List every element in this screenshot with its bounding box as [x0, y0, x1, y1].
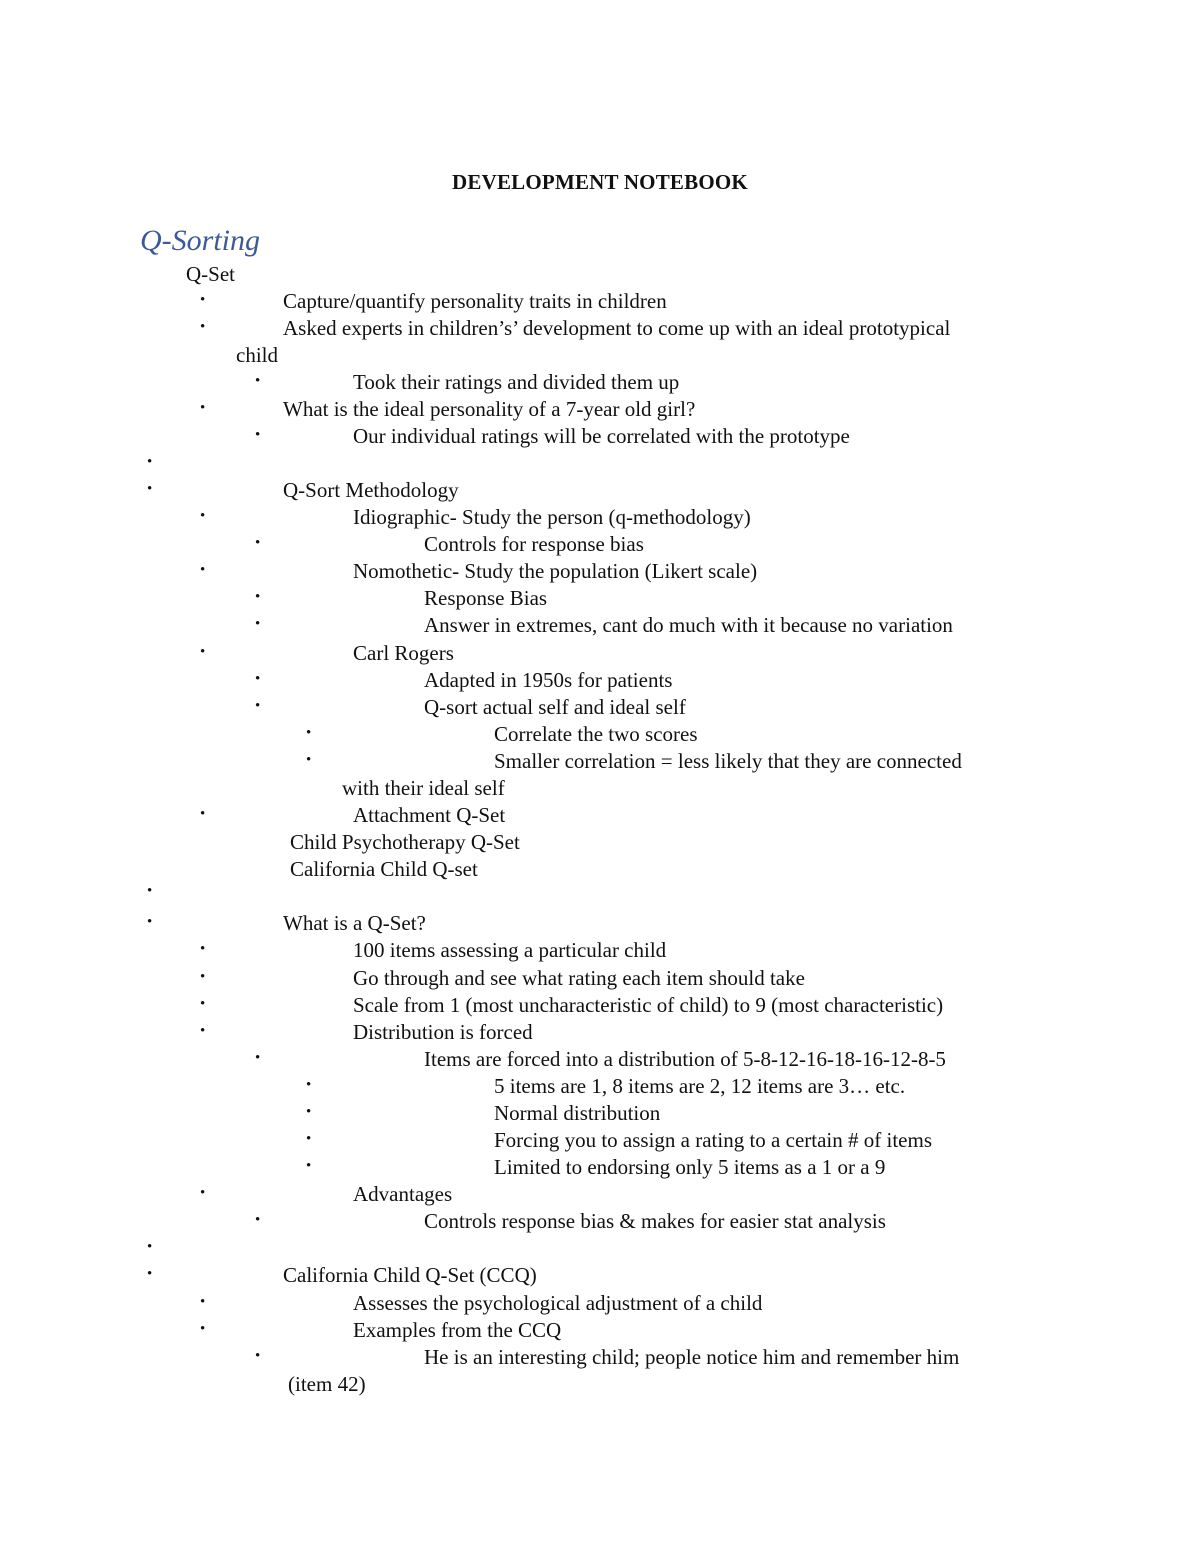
bullet-icon: • [306, 1104, 312, 1120]
outline-item: What is a Q-Set? [283, 911, 426, 935]
outline-item: What is the ideal personality of a 7-year old girl? [283, 397, 696, 421]
bullet-icon: • [306, 1077, 312, 1093]
bullet-icon: • [306, 1131, 312, 1147]
bullet-icon: • [200, 941, 206, 957]
outline-item: Q-Sort Methodology [283, 478, 459, 502]
outline-item: Nomothetic- Study the population (Likert scale) [353, 559, 758, 583]
bullet-icon: • [200, 292, 206, 308]
outline-item: Controls for response bias [424, 532, 644, 556]
outline-item: Scale from 1 (most uncharacteristic of child) to 9 (most characteristic) [353, 993, 944, 1017]
outline-item: Answer in extremes, cant do much with it because no variation [424, 613, 953, 637]
bullet-icon: • [200, 996, 206, 1012]
bullet-icon: • [200, 562, 206, 578]
bullet-icon: • [200, 400, 206, 416]
bullet-icon: • [306, 725, 312, 741]
outline-item: Asked experts in children’s’ development to come up with an ideal prototypical [283, 316, 951, 340]
bullet-icon: • [255, 427, 261, 443]
bullet-icon: • [147, 481, 153, 497]
bullet-icon: • [255, 589, 261, 605]
outline-item: Normal distribution [494, 1101, 661, 1125]
bullet-icon: • [255, 1348, 261, 1364]
outline-item: Q-sort actual self and ideal self [424, 695, 686, 719]
bullet-icon: • [200, 1294, 206, 1310]
outline-item: Attachment Q-Set [353, 803, 506, 827]
outline-item: Response Bias [424, 586, 548, 610]
section-heading: Q-Sorting [140, 224, 260, 257]
outline-item: (item 42) [288, 1372, 366, 1396]
outline-item: Our individual ratings will be correlated with the prototype [353, 424, 850, 448]
outline-item: Child Psychotherapy Q-Set [290, 830, 520, 854]
bullet-icon: • [200, 1023, 206, 1039]
outline-item: Forcing you to assign a rating to a certain # of items [494, 1128, 932, 1152]
outline-item: Examples from the CCQ [353, 1318, 562, 1342]
bullet-icon: • [200, 1321, 206, 1337]
outline-item: 100 items assessing a particular child [353, 938, 667, 962]
outline-item: Smaller correlation = less likely that they are connected [494, 749, 962, 773]
outline-item: Capture/quantify personality traits in children [283, 289, 667, 313]
bullet-icon: • [255, 616, 261, 632]
bullet-icon: • [255, 535, 261, 551]
bullet-icon: • [306, 1158, 312, 1174]
outline-item: Adapted in 1950s for patients [424, 668, 673, 692]
bullet-icon: • [147, 454, 153, 470]
outline-item: Q-Set [186, 262, 235, 286]
outline-item: Controls response bias & makes for easier stat analysis [424, 1209, 886, 1233]
outline-item: California Child Q-set [290, 857, 478, 881]
outline-item: Took their ratings and divided them up [353, 370, 680, 394]
bullet-icon: • [200, 508, 206, 524]
outline-item: Go through and see what rating each item should take [353, 966, 805, 990]
outline-item: Distribution is forced [353, 1020, 533, 1044]
outline-item: He is an interesting child; people notice him and remember him [424, 1345, 960, 1369]
bullet-icon: • [147, 914, 153, 930]
bullet-icon: • [200, 644, 206, 660]
outline-item: Advantages [353, 1182, 453, 1206]
bullet-icon: • [200, 319, 206, 335]
bullet-icon: • [147, 883, 153, 899]
bullet-icon: • [255, 698, 261, 714]
outline-item: with their ideal self [342, 776, 505, 800]
document-title: DEVELOPMENT NOTEBOOK [452, 170, 748, 194]
outline-item: 5 items are 1, 8 items are 2, 12 items are 3… etc. [494, 1074, 906, 1098]
outline-item: California Child Q-Set (CCQ) [283, 1263, 537, 1287]
outline-item: Assesses the psychological adjustment of a child [353, 1291, 763, 1315]
bullet-icon: • [147, 1266, 153, 1282]
bullet-icon: • [200, 969, 206, 985]
outline-item: Idiographic- Study the person (q-methodology) [353, 505, 751, 529]
outline-item: Limited to endorsing only 5 items as a 1 or a 9 [494, 1155, 886, 1179]
outline-item: Carl Rogers [353, 641, 454, 665]
bullet-icon: • [255, 1050, 261, 1066]
outline-item: child [236, 343, 278, 367]
bullet-icon: • [147, 1239, 153, 1255]
bullet-icon: • [306, 752, 312, 768]
bullet-icon: • [255, 671, 261, 687]
bullet-icon: • [255, 373, 261, 389]
outline-item: Correlate the two scores [494, 722, 698, 746]
bullet-icon: • [255, 1212, 261, 1228]
bullet-icon: • [200, 806, 206, 822]
bullet-icon: • [200, 1185, 206, 1201]
outline-item: Items are forced into a distribution of 5-8-12-16-18-16-12-8-5 [424, 1047, 946, 1071]
